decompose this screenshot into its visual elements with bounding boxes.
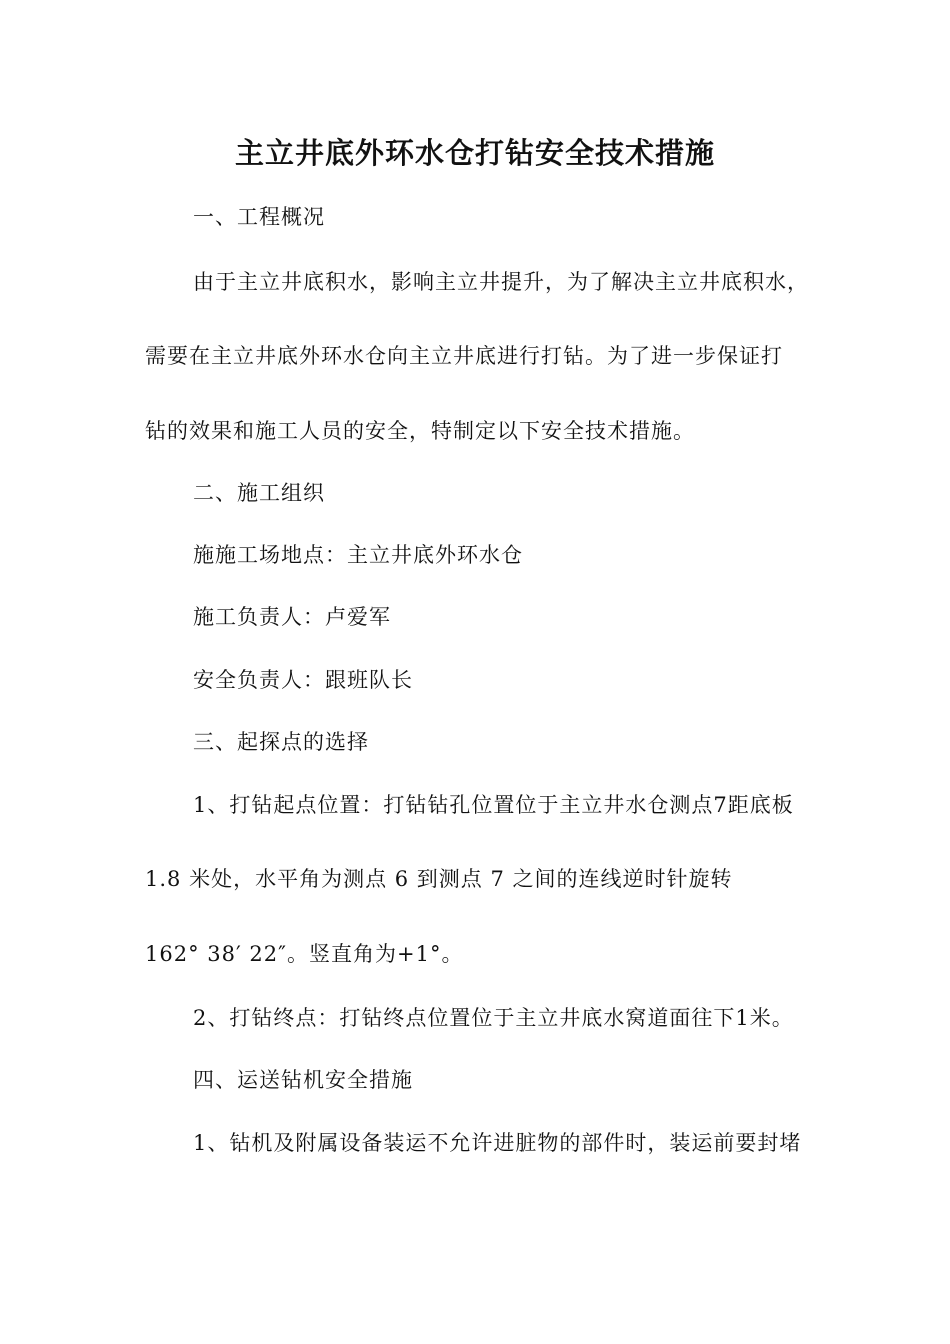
paragraph-line: 2、打钻终点：打钻终点位置位于主立井底水窝道面往下1米。 (193, 1006, 794, 1030)
site-location-line: 施施工场地点：主立井底外环水仓 (193, 543, 523, 567)
paragraph-line: 1.8 米处，水平角为测点 6 到测点 7 之间的连线逆时针旋转 (145, 867, 733, 891)
section-heading-3: 三、起探点的选择 (193, 730, 369, 754)
section-heading-1: 一、工程概况 (193, 205, 325, 229)
construction-leader-line: 施工负责人：卢爱军 (193, 605, 391, 629)
section-heading-4: 四、运送钻机安全措施 (193, 1068, 413, 1092)
paragraph-line: 需要在主立井底外环水仓向主立井底进行打钻。为了进一步保证打 (145, 344, 783, 368)
paragraph-line: 1、钻机及附属设备装运不允许进脏物的部件时，装运前要封堵 (193, 1131, 802, 1155)
paragraph-line: 162° 38′ 22″。竖直角为+1°。 (145, 942, 464, 966)
document-title: 主立井底外环水仓打钻安全技术措施 (234, 136, 715, 170)
safety-leader-line: 安全负责人：跟班队长 (193, 668, 413, 692)
section-heading-2: 二、施工组织 (193, 481, 325, 505)
paragraph-line: 由于主立井底积水，影响主立井提升，为了解决主立井底积水， (193, 270, 809, 294)
paragraph-line: 钻的效果和施工人员的安全，特制定以下安全技术措施。 (145, 419, 695, 443)
paragraph-line: 1、打钻起点位置：打钻钻孔位置位于主立井水仓测点7距底板 (193, 793, 794, 817)
